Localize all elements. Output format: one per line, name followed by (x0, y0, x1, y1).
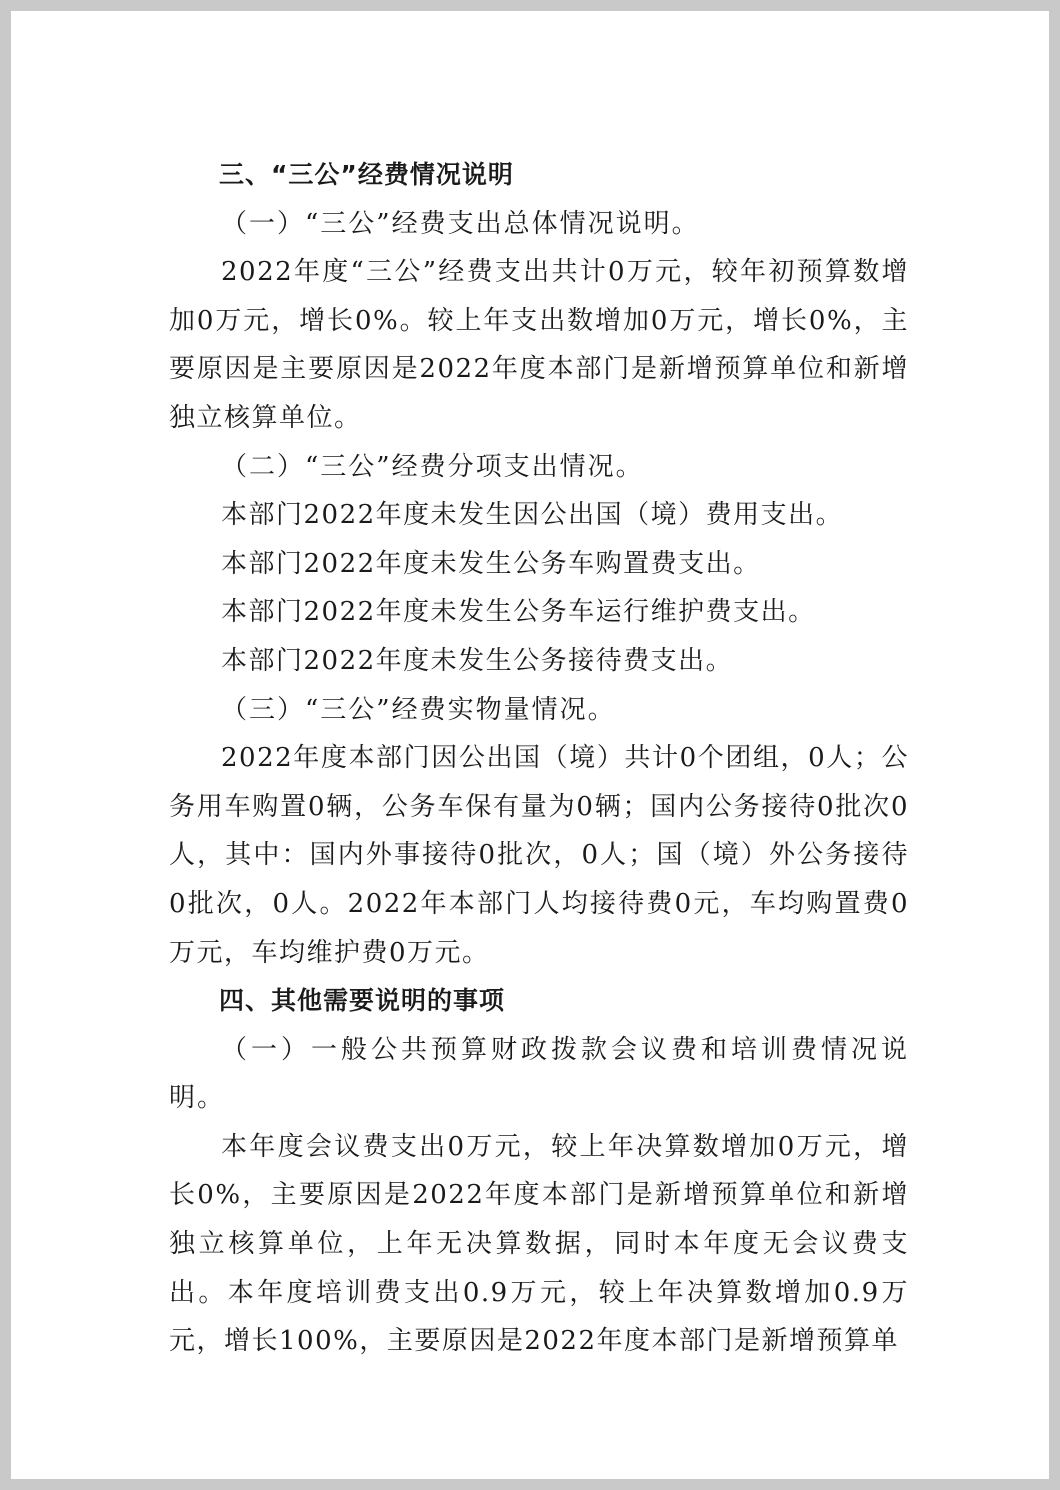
document-body (169, 151, 909, 1366)
paragraph-vehicle-purchase: 本部门2022年度未发生公务车购置费支出。 (221, 548, 761, 579)
subheading-itemized: （二）“三公”经费分项支出情况。 (221, 451, 644, 482)
paragraph-meeting-training: 本年度会议费支出0万元，较上年决算数增加0万元，增长0%，主要原因是2022年度本部门是新增预算单位和新增独立核算单位，上年无决算数据，同时本年度无会议费支出。本年度培训费支出0.9万元，较上年决算数增加0.9万元，增长100%，主要原因是2022年度本部门是新增预算单 (169, 1131, 909, 1357)
subheading-physical: （三）“三公”经费实物量情况。 (221, 694, 616, 725)
paragraph-vehicle-maintenance: 本部门2022年度未发生公务车运行维护费支出。 (221, 597, 816, 628)
paragraph-abroad: 本部门2022年度未发生因公出国（境）费用支出。 (221, 500, 844, 531)
subheading-overall: （一）“三公”经费支出总体情况说明。 (221, 208, 700, 239)
paragraph-overall: 2022年度“三公”经费支出共计0万元，较年初预算数增加0万元，增长0%。较上年支出数增加0万元，增长0%，主要原因是主要原因是2022年度本部门是新增预算单位和新增独立核算单位。 (169, 257, 909, 433)
paragraph-physical: 2022年度本部门因公出国（境）共计0个团组，0人；公务用车购置0辆，公务车保有量为0辆；国内公务接待0批次0人，其中：国内外事接待0批次，0人；国（境）外公务接待0批次，0人。2022年本部门人均接待费0元，车均购置费0万元，车均维护费0万元。 (169, 743, 909, 968)
paragraph-reception: 本部门2022年度未发生公务接待费支出。 (221, 645, 734, 676)
subheading-meeting-training: （一）一般公共预算财政拨款会议费和培训费情况说明。 (169, 1034, 909, 1114)
section-heading-other: 四、其他需要说明的事项 (219, 986, 506, 1016)
document-page (11, 11, 1049, 1479)
section-heading-three-public: 三、“三公”经费情况说明 (219, 160, 514, 189)
